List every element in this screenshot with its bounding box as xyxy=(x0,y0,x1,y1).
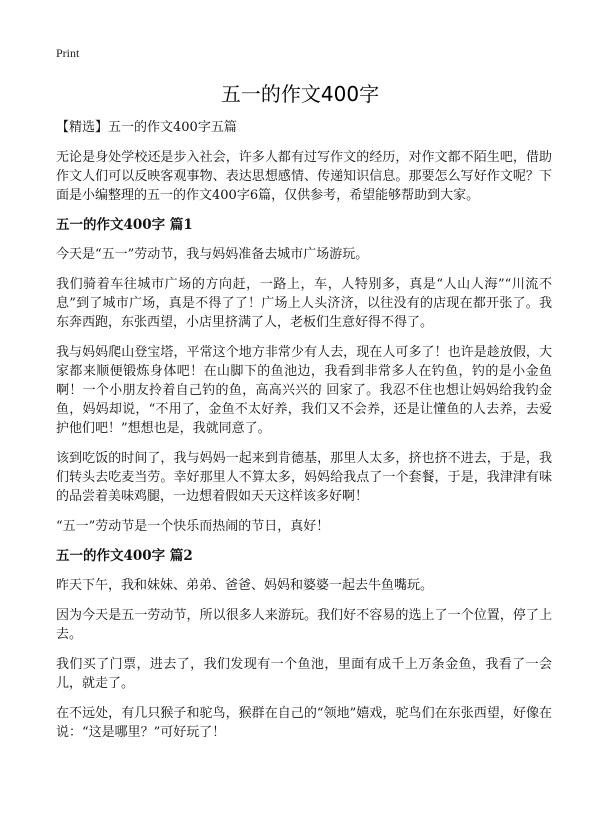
section-heading-1: 五一的作文400字 篇1 xyxy=(56,217,193,233)
section-1-paragraph-5: “五一”劳动节是一个快乐而热闹的节日，真好！ xyxy=(56,519,330,534)
print-label: Print xyxy=(56,46,80,60)
document-body xyxy=(56,119,552,753)
section-2-paragraph-2: 因为今天是五一劳动节，所以很多人来游玩。我们好不容易的选上了一个位置，停了上去。 xyxy=(56,608,552,642)
section-1-paragraph-3: 我与妈妈爬山登宝塔，平常这个地方非常少有人去，现在人可多了！也许是趁放假，大家都来顺便锻炼身体吧！在山脚下的鱼池边，我看到非常多人在钓鱼，钓的是小金鱼啊！一个小朋友拎着自己钓的鱼，高高兴兴的 回家了。我忍不住也想让妈妈给我钓金鱼，妈妈却说，“不用了，金鱼不太好养，我们又不会养，还是让懂鱼的人去养，去爱护他们吧！”想想也是，我就同意了。 xyxy=(56,345,552,436)
intro-paragraph: 无论是身处学校还是步入社会，许多人都有过写作文的经历，对作文都不陌生吧，借助作文人们可以反映客观事物、表达思想感情、传递知识信息。那要怎么写好作文呢？下面是小编整理的五一的作文400字6篇，仅供参考，希望能够帮助到大家。 xyxy=(56,150,552,203)
section-1-paragraph-1: 今天是“五一”劳动节，我与妈妈准备去城市广场游玩。 xyxy=(56,247,369,262)
section-1-paragraph-2: 我们骑着车往城市广场的方向赶，一路上，车，人特别多，真是“人山人海”“川流不息”到了城市广场，真是不得了了！广场上人头济济，以往没有的店现在都开张了。我东奔西跑，东张西望，小店里挤满了人，老板们生意好得不得了。 xyxy=(56,277,552,330)
document-subtitle: 【精选】五一的作文400字五篇 xyxy=(56,120,237,135)
section-2-paragraph-3: 我们买了门票，进去了，我们发现有一个鱼池，里面有成千上万条金鱼，我看了一会儿，就走了。 xyxy=(56,657,552,691)
section-2-paragraph-4: 在不远处，有几只猴子和驼鸟，猴群在自己的“领地”嬉戏，驼鸟们在东张西望，好像在说：“这是哪里？”可好玩了！ xyxy=(56,706,552,740)
document-title: 五一的作文400字 xyxy=(220,82,380,106)
section-2-paragraph-1: 昨天下午，我和妹妹、弟弟、爸爸、妈妈和婆婆一起去牛鱼嘴玩。 xyxy=(56,578,434,593)
section-1-paragraph-4: 该到吃饭的时间了，我与妈妈一起来到肯德基，那里人太多，挤也挤不进去，于是，我们转头去吃麦当劳。幸好那里人不算太多，妈妈给我点了一个套餐，于是，我津津有味的品尝着美味鸡腿，一边想着假如天天这样该多好啊！ xyxy=(56,451,552,504)
section-heading-2: 五一的作文400字 篇2 xyxy=(56,548,193,564)
